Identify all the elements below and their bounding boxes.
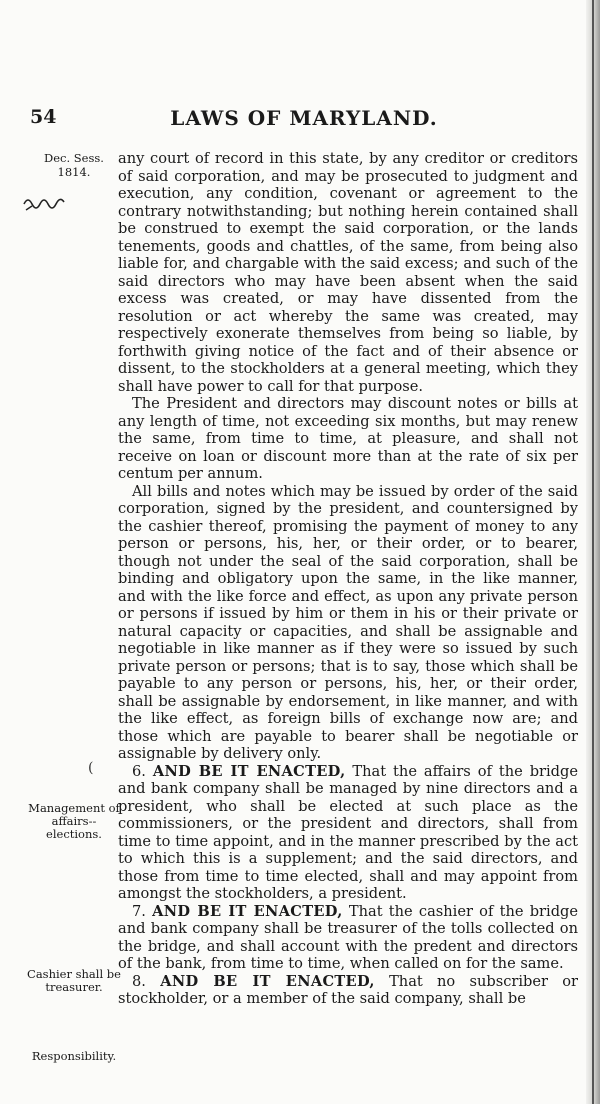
section-8-number: 8. (132, 972, 146, 990)
page-number: 54 (30, 106, 57, 128)
paragraph-discount: The President and directors may discount notes or bills at any length of time, not exceeding six months, but may renew the same, from time to time, at pleasure, and shall not receive on loan or discount more than at the rate of six per centum per annum. (118, 395, 578, 482)
section-7 (118, 903, 578, 973)
margin-note-management: Management of affairs--elections. (28, 801, 120, 841)
paragraph-continuation: any court of record in this state, by any creditor or creditors of said corporation, and may be prosecuted to judgment and execution, any condition, covenant or agreement to the contrary notwithstanding; but nothing herein contained shall be construed to exempt the said corporation, or the lands tenements, goods and chattles, of the same, from being also liable for, and chargable with the said excess; and such of the said directors who may have been absent when the said excess was created, or may have dissented from the resolution or act whereby the same was created, may respectively exonerate themselves from being so liable, by forthwith giving notice of the fact and of their absence or dissent, to the stockholders at a general meeting, which they shall have power to call for that purpose. (118, 150, 578, 395)
section-7-number: 7. (132, 902, 146, 920)
section-8-enact: AND BE IT ENACTED, (160, 972, 375, 990)
page-header (30, 106, 578, 134)
section-6-text: That the affairs of the bridge and bank company shall be managed by nine directors and a president, who shall be elected at such place as the commissioners, or the president and directors, shall from time to time appoint, and in the manner prescribed by the act to which this is a supplement; and the said directors, and those from time to time elected, shall and may appoint from amongst the stockholders, a president. (118, 762, 578, 902)
section-7-enact: AND BE IT ENACTED, (152, 902, 343, 920)
margin-note-year: 1814. (57, 165, 91, 179)
section-8 (118, 973, 578, 1008)
book-spine-edge (586, 0, 600, 1104)
section-6-number: 6. (132, 762, 146, 780)
section-6-enact: AND BE IT ENACTED, (152, 762, 346, 780)
margin-note-session: Dec. Sess. (44, 151, 104, 165)
body-text (118, 150, 578, 1008)
ink-flourish-icon (22, 190, 74, 212)
margin-note-responsibility: Responsibility. (31, 1049, 117, 1063)
section-7-text: That the cashier of the bridge and bank company shall be treasurer of the tolls collected on the bridge, and shall account with the predent and directors of the bank, from time to time, when called on for the same. (118, 902, 579, 972)
margin-note-cashier: Cashier shall be treasurer. (27, 967, 121, 994)
ink-speck-icon: ( (88, 760, 94, 776)
section-6 (118, 763, 578, 903)
running-title: LAWS OF MARYLAND. (170, 106, 438, 130)
section-8-text: That no subscriber or stockholder, or a member of the said company, shall be (118, 972, 578, 1007)
paragraph-bills-notes: All bills and notes which may be issued by order of the said corporation, signed by the president, and countersigned by the cashier thereof, promising the payment of money to any person or persons, his, her, or their order, or to bearer, though not under the seal of the said corporation, shall be binding and obligatory upon the same, in the like manner, and with the like force and effect, as upon any private person or persons if issued by him or them in his or their private or natural capacity or capacities, and shall be assignable and negotiable in like manner as if they were so issued by such private person or persons; that is to say, those which shall be payable to any person or persons, his, her, or their order, shall be assignable by endorsement, in like manner, and with the like effect, as foreign bills of exchange now are; and those which are payable to bearer shall be negotiable or assignable by delivery only. (118, 482, 578, 762)
